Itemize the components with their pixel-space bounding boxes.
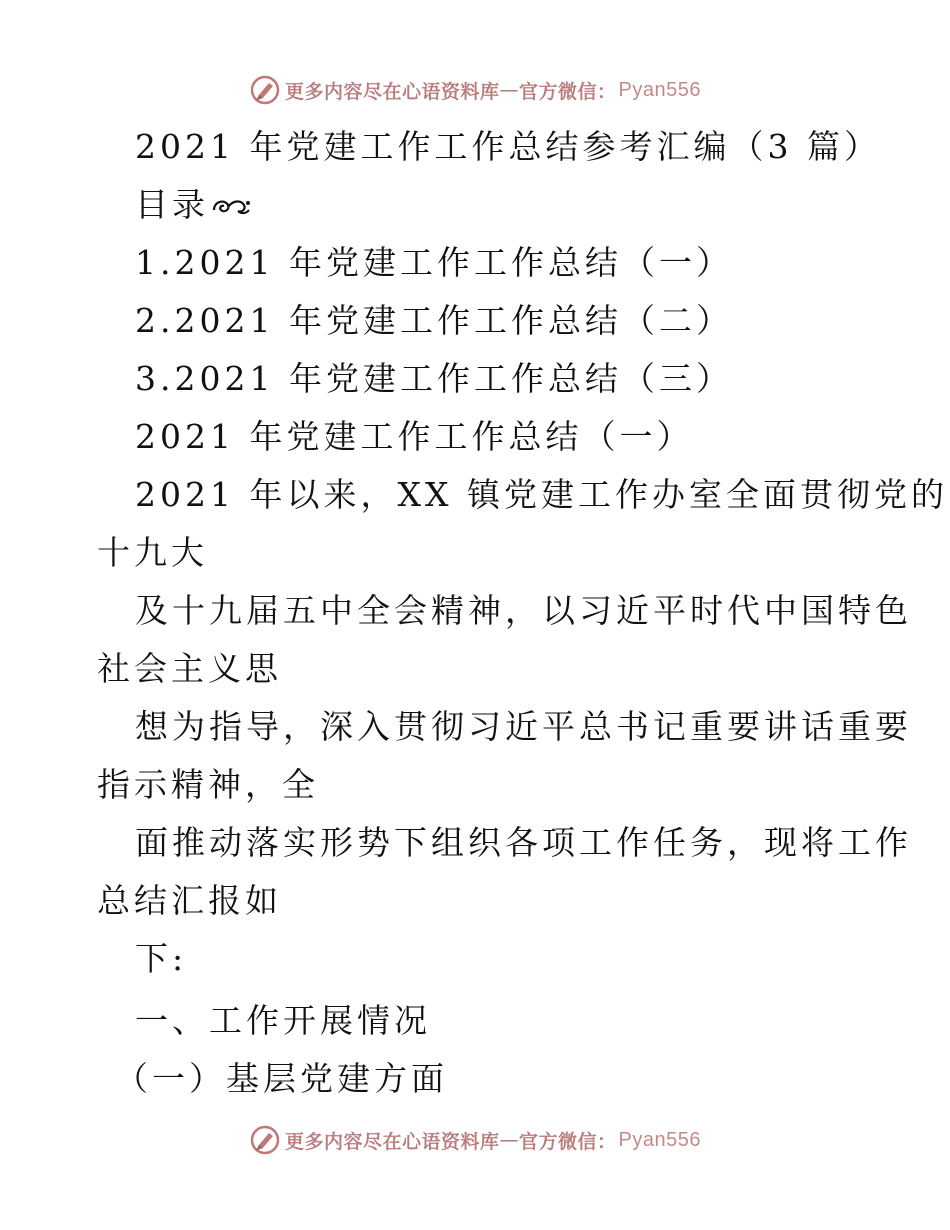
ornament-icon <box>211 194 251 220</box>
toc-heading-row <box>135 180 915 230</box>
paragraph-line-6: 指示精神，全 <box>97 765 319 804</box>
paragraph-line-8: 总结汇报如 <box>97 881 282 920</box>
watermark-label: 官方微信： <box>519 80 617 103</box>
toc-heading: 目录 <box>135 185 209 224</box>
toc-item-1[interactable]: 1.2021 年党建工作工作总结（一） <box>135 243 733 282</box>
toc-item-2[interactable]: 2.2021 年党建工作工作总结（二） <box>135 301 733 340</box>
paragraph-line-4: 社会主义思 <box>97 649 282 688</box>
pen-logo-icon <box>249 74 281 106</box>
paragraph-line-7: 面推动落实形势下组织各项工作任务，现将工作 <box>135 823 912 862</box>
section-title: 2021 年党建工作工作总结（一） <box>135 417 694 456</box>
paragraph-line-1: 2021 年以来，XX 镇党建工作办室全面贯彻党的 <box>135 475 948 514</box>
paragraph-line-3: 及十九届五中全会精神，以习近平时代中国特色 <box>135 591 912 630</box>
watermark-brand: Pyan556 <box>618 1128 701 1151</box>
document-title: 2021 年党建工作工作总结参考汇编（3 篇） <box>135 127 881 166</box>
pen-logo-icon <box>249 1124 281 1156</box>
header-watermark <box>0 70 950 110</box>
heading-work-situation: 一、工作开展情况 <box>135 1001 431 1040</box>
watermark-separator: — <box>499 79 520 101</box>
footer-watermark <box>0 1120 950 1160</box>
paragraph-line-9: 下: <box>135 939 188 978</box>
toc-item-3[interactable]: 3.2021 年党建工作工作总结（三） <box>135 359 733 398</box>
watermark-text: 更多内容尽在心语资料库 <box>285 80 500 103</box>
watermark-separator: — <box>499 1129 520 1151</box>
paragraph-line-5: 想为指导，深入贯彻习近平总书记重要讲话重要 <box>135 707 912 746</box>
watermark-brand: Pyan556 <box>618 78 701 101</box>
heading-grassroots-party: （一）基层党建方面 <box>115 1059 448 1098</box>
watermark-text: 更多内容尽在心语资料库 <box>285 1130 500 1153</box>
paragraph-line-2: 十九大 <box>97 533 208 572</box>
watermark-label: 官方微信： <box>519 1130 617 1153</box>
